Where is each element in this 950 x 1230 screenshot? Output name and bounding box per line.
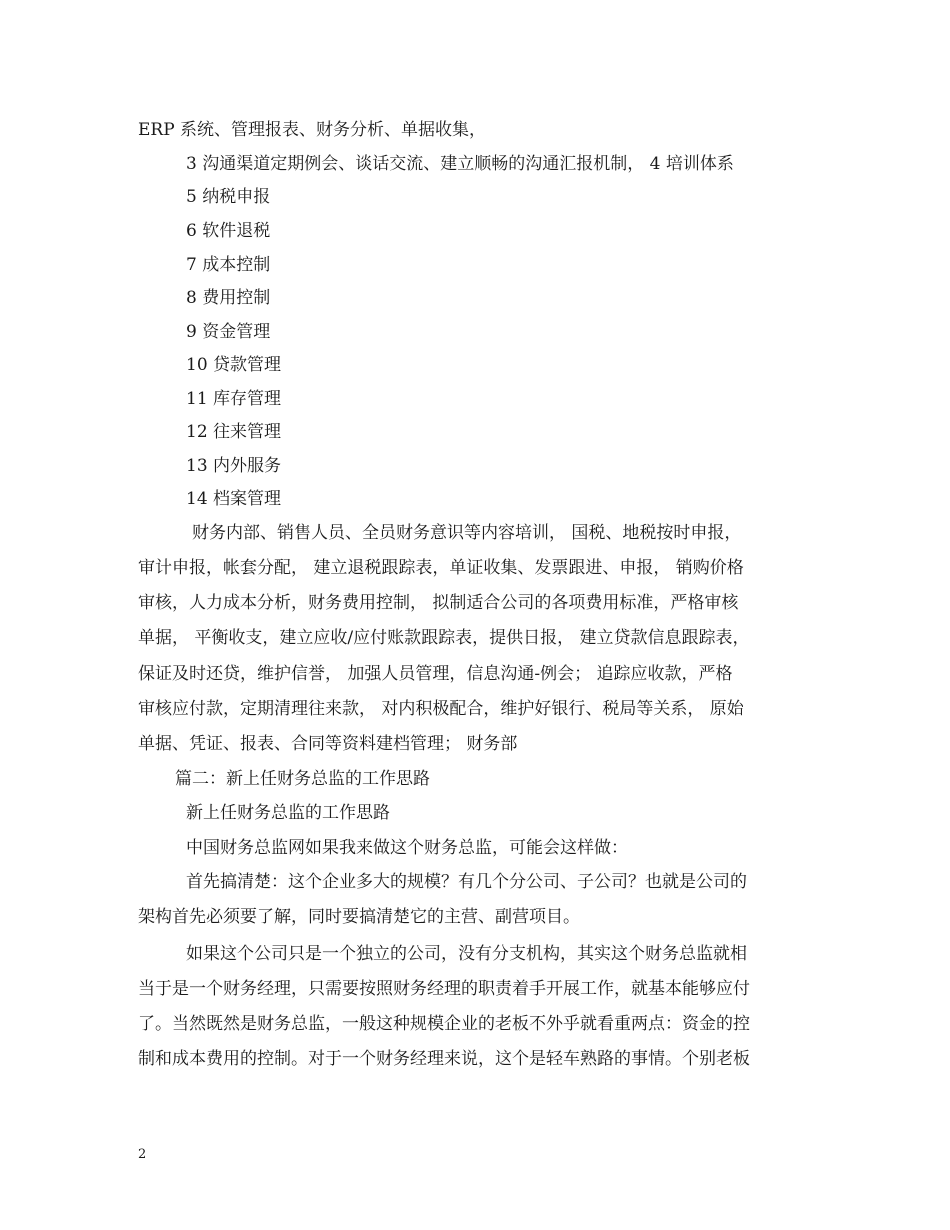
paragraph-line: 首先搞清楚：这个企业多大的规模？有几个分公司、子公司？也就是公司的 — [186, 872, 747, 892]
paragraph-line: 单据、凭证、报表、合同等资料建档管理； 财务部 — [138, 734, 518, 754]
paragraph-line: 审计申报，帐套分配， 建立退税跟踪表，单证收集、发票跟进、申报， 销购价格 — [138, 558, 744, 578]
paragraph-line: 审核应付款，定期清理往来款， 对内积极配合，维护好银行、税局等关系， 原始 — [138, 699, 744, 719]
paragraph-line: 审核，人力成本分析，财务费用控制， 拟制适合公司的各项费用标准，严格审核 — [138, 593, 739, 613]
paragraph-line: 保证及时还贷，维护信誉， 加强人员管理，信息沟通-例会； 追踪应收款，严格 — [138, 664, 733, 684]
paragraph-line: 当于是一个财务经理，只需要按照财务经理的职责着手开展工作，就基本能够应付 — [138, 979, 750, 999]
section-title: 篇二：新上任财务总监的工作思路 — [175, 769, 430, 789]
list-item: 5 纳税申报 — [186, 187, 271, 207]
paragraph-line: 单据， 平衡收支，建立应收/应付账款跟踪表，提供日报， 建立贷款信息跟踪表， — [138, 628, 750, 648]
paragraph-line: 财务内部、销售人员、全员财务意识等内容培训， 国税、地税按时申报， — [192, 523, 742, 543]
text-line: ERP 系统、管理报表、财务分析、单据收集， — [138, 120, 487, 140]
list-item: 14 档案管理 — [186, 489, 282, 509]
list-item: 13 内外服务 — [186, 456, 282, 476]
list-item: 12 往来管理 — [186, 422, 282, 442]
intro-line: 中国财务总监网如果我来做这个财务总监，可能会这样做： — [186, 838, 628, 858]
list-item: 10 贷款管理 — [186, 355, 282, 375]
paragraph-line: 架构首先必须要了解，同时要搞清楚它的主营、副营项目。 — [138, 907, 580, 927]
paragraph-line: 如果这个公司只是一个独立的公司，没有分支机构，其实这个财务总监就相 — [186, 944, 747, 964]
text-line: 3 沟通渠道定期例会、谈话交流、建立顺畅的沟通汇报机制， 4 培训体系 — [186, 154, 734, 174]
paragraph-line: 了。当然既然是财务总监，一般这种规模企业的老板不外乎就看重两点：资金的控 — [138, 1014, 750, 1034]
list-item: 7 成本控制 — [186, 255, 271, 275]
article-title: 新上任财务总监的工作思路 — [186, 803, 390, 823]
page-number: 2 — [138, 1147, 147, 1162]
list-item: 6 软件退税 — [186, 221, 271, 241]
list-item: 8 费用控制 — [186, 288, 271, 308]
paragraph-line: 制和成本费用的控制。对于一个财务经理来说，这个是轻车熟路的事情。个别老板 — [138, 1049, 750, 1069]
list-item: 9 资金管理 — [186, 322, 271, 342]
list-item: 11 库存管理 — [186, 389, 282, 409]
